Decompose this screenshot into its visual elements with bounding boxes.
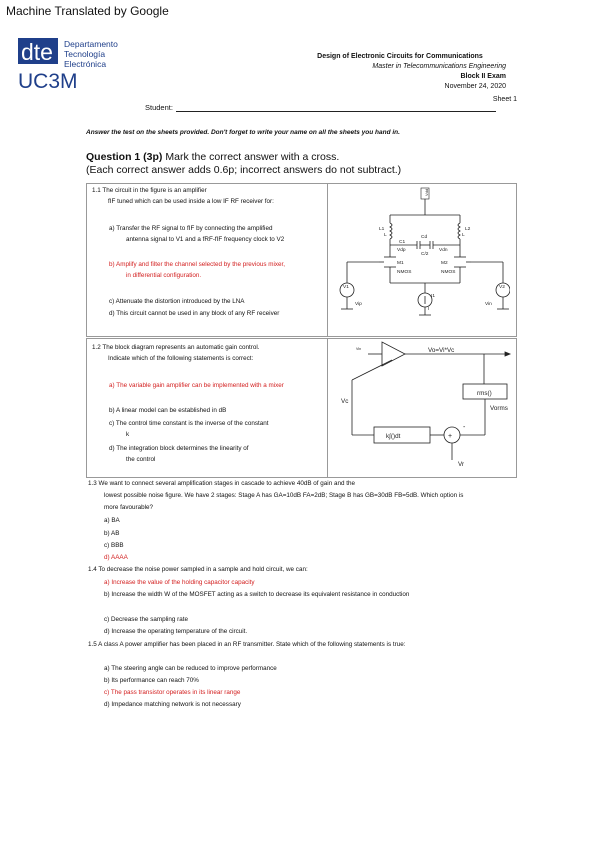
q12-option-a[interactable]: a) The variable gain amplifier can be implemented with a mixer [109,382,284,389]
q11-stem-1: 1.1 The circuit in the figure is an amplifier [92,187,207,194]
q15-stem: 1.5 A class A power amplifier has been placed in an RF transmitter. State which of the following statements is true: [88,641,406,648]
fig-vdd: Vdd [424,188,429,196]
question-1-note: (Each correct answer adds 0.6p; incorrect answers do not subtract.) [86,164,402,176]
q12-option-c[interactable]: c) The control time constant is the inverse of the constant [109,420,269,427]
q14-option-a[interactable]: a) Increase the value of the holding capacitor capacity [104,579,255,586]
fig-v2: V2 [499,285,505,290]
agc-vr: Vr [458,461,465,468]
q12-option-b[interactable]: b) A linear model can be established in dB [109,407,227,414]
fig-v1: V1 [343,285,349,290]
q14-option-d[interactable]: d) Increase the operating temperature of the circuit. [104,628,248,635]
agc-vc: Vc [341,398,349,405]
q12-option-d[interactable]: d) The integration block determines the linearity of [109,445,249,452]
agc-vo: Vo=Vi*Vc [428,347,455,354]
agc-vin: Vin [356,347,362,351]
q11-option-b[interactable]: b) Amplify and filter the channel selected by the previous mixer, [109,261,286,268]
student-name-line[interactable] [176,104,496,112]
instructions: Answer the test on the sheets provided. Don't forget to write your name on all the sheets you hand in. [86,129,400,136]
student-field[interactable] [145,103,496,112]
exam-title: Block II Exam [460,73,506,80]
exam-header [270,52,506,92]
fig-nmos-2: NMOS [441,270,456,275]
student-label: Student: [145,103,173,112]
q15-option-b[interactable]: b) Its performance can reach 70% [104,677,199,684]
q11-stem-2: fIF tuned which can be used inside a low IF RF receiver for: [108,198,274,205]
uc3m-logo [18,37,143,93]
q11-option-a-cont: antenna signal to V1 and a fRF-fIF frequency clock to V2 [126,236,285,243]
q12-stem-1: 1.2 The block diagram represents an automatic gain control. [92,344,260,351]
differential-amplifier-circuit [335,185,510,333]
fig-i: I [428,307,430,312]
q15-option-d[interactable]: d) Impedance matching network is not necessary [104,701,241,708]
exam-date: November 24, 2020 [444,83,506,90]
q14-stem: 1.4 To decrease the noise power sampled in a sample and hold circuit, we can: [88,566,308,573]
fig-vdp: Vdp [397,248,406,253]
q15-option-c[interactable]: c) The pass transistor operates in its linear range [104,689,241,696]
agc-plus: + [448,433,453,440]
agc-integrator: k∫()dt [386,433,401,440]
fig-cd: Cd [421,235,428,240]
fig-l1: L1 [379,227,385,232]
fig-m1: M1 [397,261,404,266]
fig-vin: Vin [485,302,492,307]
question-1-prompt: Mark the correct answer with a cross. [165,151,340,163]
fig-i1: I1 [431,294,436,299]
fig-vdn: Vdn [439,248,448,253]
q11-option-d[interactable]: d) This circuit cannot be used in any block of any RF receiver [109,310,280,317]
fig-l2: L2 [465,227,471,232]
logo-sub: UC3M [18,70,78,93]
question-1-heading [86,151,401,177]
q11-option-c[interactable]: c) Attenuate the distortion introduced by the LNA [109,298,245,305]
fig-l-right: L [462,233,465,238]
logo-dept-2: Tecnología [64,49,106,59]
fig-c1: C1 [399,240,406,245]
program-name: Master in Telecommunications Engineering [372,63,506,70]
course-title: Design of Electronic Circuits for Communications [317,53,483,60]
logo-dept-1: Departamento [64,39,118,49]
translation-banner: Machine Translated by Google [6,4,169,18]
agc-minus: - [463,424,466,431]
question-1-label: Question 1 (3p) [86,151,163,163]
q13-stem-1: 1.3 We want to connect several amplification stages in cascade to achieve 40dB of gain and the [88,480,355,487]
agc-vorms: Vorms [490,405,508,412]
fig-vip: Vip [355,302,362,307]
agc-block-diagram [330,340,513,474]
q14-option-c[interactable]: c) Decrease the sampling rate [104,616,188,623]
q12-option-d-cont: the control [126,456,156,463]
q14-option-b[interactable]: b) Increase the width W of the MOSFET acting as a switch to decrease its equivalent resistance in conduction [104,591,410,598]
fig-m2: M2 [441,261,448,266]
q13-option-b[interactable]: b) AB [104,530,120,537]
q11-option-a[interactable]: a) Transfer the RF signal to fIF by connecting the amplified [109,225,273,232]
fig-nmos-1: NMOS [397,270,412,275]
q13-stem-2: lowest possible noise figure. We have 2 stages: Stage A has GA=10dB FA=2dB; Stage B has GB=30dB FB=5dB. Which option is [104,492,464,499]
q12-stem-2: Indicate which of the following statements is correct: [108,355,254,362]
q13-option-c[interactable]: c) BBB [104,542,124,549]
q12-option-c-cont: k [126,431,130,438]
fig-c2: C/2 [421,252,429,257]
q13-option-a[interactable]: a) BA [104,517,120,524]
logo-dept-3: Electrónica [64,59,107,69]
logo-mark: dte [21,39,53,65]
q13-option-d[interactable]: d) AAAA [104,554,128,561]
q11-option-b-cont: in differential configuration. [126,272,202,279]
sheet-number: Sheet 1 [492,96,517,103]
q13-stem-3: more favourable? [104,504,154,511]
agc-rms: rms() [477,390,492,397]
fig-l-left: L [384,233,387,238]
q15-option-a[interactable]: a) The steering angle can be reduced to improve performance [104,665,277,672]
